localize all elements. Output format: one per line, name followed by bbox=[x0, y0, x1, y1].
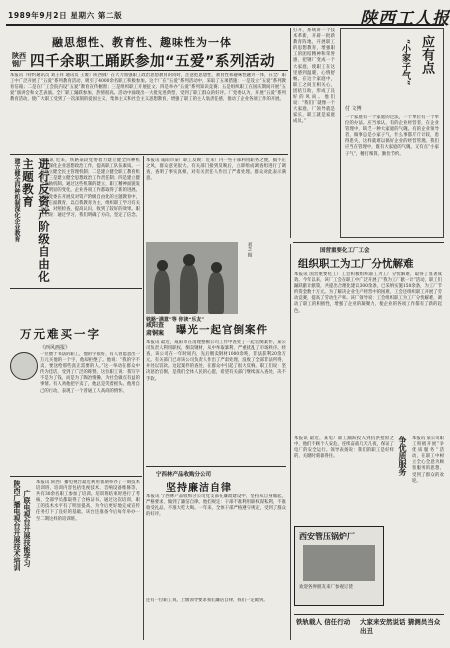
masthead-rule bbox=[6, 24, 444, 26]
vertical-head-1: 建立健全四种机制深化企业教育 bbox=[13, 158, 20, 242]
wanyuan-seal bbox=[10, 352, 38, 380]
bottom-right-rule bbox=[294, 614, 444, 615]
right-lower-body: 本报讯 最近，某电厂职工踊跃投入到抗洪抢险之中，他们不顾个人安危，连续奋战几天几夜，保证了电厂的安全运行。领导表扬说：我们的职工是好样的，关键时刻靠得住。 bbox=[294, 436, 394, 460]
center-headline: 曝光一起官倒案件 bbox=[176, 324, 268, 336]
ad-title: 西安管压锅炉厂 bbox=[299, 532, 355, 541]
top-story-tag-line1: 陕西 bbox=[12, 51, 26, 60]
col-rule-1 bbox=[290, 28, 291, 238]
right-section-headline: 组织职工为工厂分忧解难 bbox=[298, 258, 414, 270]
center-upper-body: 本报讯 咸阳市某厂职工反映：近来厂内一些干部利用职务之便，搞不正之风，群众意见很大。有关部门接到反映后，立即组成调查组进行了调查，查明了事实真相，对有关责任人作出了严肃处理。群众对此表示满意。 bbox=[146, 158, 286, 182]
center-bottom-rule bbox=[146, 466, 286, 467]
left-bottom-body: 本报讯 陕西广播电视台最近利用暑期举办了一期技术培训班，培训内容包括电视技术、音响设备维修等，共有30余名职工参加了培训。培训班结束时进行了考核，全部学员都取得了合格证书。通过这次培训，职工的技术水平有了明显提高，为今后更好地完成宣传任务打下了良好的基础。该台还准备今后每年举办一至二期这样的培训班。 bbox=[36, 480, 140, 522]
right-vertical-head: 争优质服务 bbox=[398, 436, 408, 476]
headline-rule bbox=[10, 70, 288, 71]
left-col-body: 本报讯 近来，铁路某段党委着力建立健全四种机制，深化企业思想政治工作，提高职工队伍素质。一是建立健全民主管理机制；二是建立健全职工教育机制；三是建立健全思想政治工作责任制；四是建立健全激励机制。通过这些机制的建立，职工精神面貌发生了明显的变化，企业各项工作都取得了新的进展。该段党委在开展反对资产阶级自由化的主题教育中，坚持正面教育，以自我教育为主，组织职工学习有关文件，对照检查，提高认识，收到了较好的效果。职工们说：通过学习，我们明确了方向，坚定了信念。 bbox=[40, 158, 140, 218]
col-rule-2 bbox=[143, 156, 144, 640]
vertical-head-4: 广联电视台开展技能学习 bbox=[23, 490, 32, 567]
bottom-right-left-text: 铁轨载人 信任行动 bbox=[296, 618, 351, 626]
bottom-right-right-text: 大家来安然说话 猜测员当众出丑 bbox=[360, 618, 441, 635]
column-title: 应有点 bbox=[419, 35, 434, 74]
center-side-label bbox=[146, 322, 164, 338]
center-bottom-headline: 坚持廉洁自律 bbox=[166, 483, 232, 494]
column-body: 一个家庭有一个家庭的过法，一个单位有一个单位的办法。应当承认，有的企业经营者，在企业管理中，缺乏一种大家庭的气魄。有的企业领导者，做事总是小家子气，什么事都斤斤计较，患得患失，这样就难以搞好企业的经营管理。我们应当在管理中，既有大家庭的气魄，又有点“小家子气”，精打细算，勤俭节约。 bbox=[345, 115, 439, 157]
advertisement-box bbox=[294, 526, 384, 606]
wanyuan-rule bbox=[10, 288, 142, 289]
left-rule-top bbox=[10, 154, 288, 155]
wanyuan-headline: 万元难买一字 bbox=[20, 327, 101, 341]
column-box bbox=[340, 28, 444, 238]
right-vertical-body: 本报讯 某公司职工积极开展“争优质服务”活动，在职工中树立全心全意为顾客服务的思想，受到了群众的欢迎。 bbox=[412, 436, 444, 484]
vertical-head-3: 陕西广播电视台开展技术培训 bbox=[13, 480, 22, 571]
column-subtitle: “小家子气” bbox=[400, 39, 410, 86]
col-rule-3 bbox=[290, 244, 291, 640]
center-bottom-sub-body: 还有一位职工说，上级领导要求我们廉洁自律，我们一定做到。 bbox=[146, 598, 268, 603]
right-section-rule bbox=[293, 242, 444, 243]
column-author: 付 文博 bbox=[345, 106, 362, 112]
photo-credit: 刘芝 摄 bbox=[247, 242, 252, 257]
right-section-kicker: 国营重要化工厂工会 bbox=[320, 248, 370, 254]
wanyuan-subline: 《西风画报》 bbox=[40, 345, 71, 351]
center-side-label-2: 肃铜案 bbox=[146, 330, 165, 337]
photo-caption: 铁路“满意”等 你读“乐友” bbox=[146, 317, 205, 323]
paper-name: 陕西工人报 bbox=[360, 9, 450, 29]
ad-image bbox=[303, 545, 375, 581]
left-bottom-rule bbox=[10, 476, 142, 477]
top-story-kicker: 融思想性、教育性、趣味性为一体 bbox=[52, 36, 232, 49]
right-section-body: 本报讯 国营重要化工厂工会积极组织职工为工厂分忧解难，取得了显著成效。今年以来，该厂工会在职工中广泛开展了“我为工厂献一计”活动，职工们踊跃献计献策，共提出合理化建议300余条，已采纳实施150余条，为工厂节约资金数十万元。为了解决企业生产经营中的困难，工会还组织职工开展了劳动竞赛，提高了劳动生产率。该厂领导说：工会组织职工为工厂分忧解难，调动了职工的积极性，增强了企业的凝聚力，使企业的各项工作都有了新的起色。 bbox=[294, 272, 442, 314]
top-story-tag-line2: 钢厂 bbox=[12, 59, 26, 68]
center-bottom-body: 本报讯 宁西林产品收购分公司党支部在廉政建设中，坚持从自身做起，严格要求，做到了廉洁自律。他们规定：干部不准利用职权谋私利，不准收受礼品，不准大吃大喝。一年来，全体干部严格遵守规定，受到了群众的好评。 bbox=[146, 494, 286, 518]
vertical-head-2: 进行反资产阶级自由化主题教育 bbox=[21, 158, 51, 283]
top-story-tag bbox=[12, 52, 26, 68]
center-bottom-kicker: 宁西林产品收购分公司 bbox=[156, 472, 212, 478]
date-line: 1989年9月2日 星期六 第二版 bbox=[8, 11, 123, 20]
top-story-body: 本报讯（特约通讯员 刘王祥 通讯员 王俊）陕西钢厂在大力加强职工政治思想教育的同时，注意把思想性、教育性和趣味性融为一体，在全厂职工中广泛开展了“五爱”系列教育活动，吸引了4000余名职工积极参加。这个厂在“五爱”系列活动中，采取了五项措施：一是设立“五爱”系列教育信箱；二是在厂工会院内设“五爱”教育宣传橱窗；三是组织职工开展征文；四是举办“五爱”系列知识竞赛；五是组织职工在国庆期间开展“五爱”演讲会和文艺表演。全厂职工踊跃参加，热情很高。活动中涌现出一大批先进典型，受到了职工群众的好评。厂党委认为，开展“五爱”系列教育活动，使广大职工受到了一次深刻的爱国主义、集体主义和社会主义思想教育，增强了职工的主人翁责任感，推动了企业各项工作的开展。 bbox=[10, 73, 286, 103]
wanyuan-body: 一位擅于书法的职工，他的字很好，有人曾愿意出一万元买他的一个字，他却拒绝了。他说：“我的字不卖，要送给那些真正需要的人。”这一举动在群众中传为佳话，受到了广泛的称赞。这位职工说：我写字不是为了钱，而是为了陶冶情操，为社会做点有益的事情。有人劝他把字卖了，他总是笑着摇头。他用自己的行动，表现了一个普通工人高尚的情怀。 bbox=[40, 352, 140, 394]
photo bbox=[146, 242, 238, 314]
right-top-body: 打开，系统讲一个技术革新，开辟一批新教育阵地，开展职工的思想教育，增强职工的团结精神和荣誉感，把钢厂变成一个大家庭，使职工在这里感到温暖，心情舒畅。在这个家庭中，职工之间互相关心，团结互助，形成了良好的风尚。他们说：“我们厂就像一个大家庭，厂领导就是家长，职工就是家庭成员。” bbox=[293, 28, 335, 125]
center-side-label-1: 咸阳查 bbox=[146, 322, 165, 329]
center-article-body: 本报讯 最近，咸阳市在清理整顿公司工作中查处了一起官倒案件。某公司负责人利用职权，倒卖钢材，从中牟取暴利，严重扰乱了市场秩序。经查，该公司在一年时间内，先后倒卖钢材1000余吨，非法获利20余万元。有关部门已对该公司负责人作出了严肃处理，没收了全部非法所得，并处以罚款。这起案件的查处，在群众中引起了很大反响。职工们说：坚决惩治官倒，是我们全体人民的心愿，希望有关部门继续深入查处，决不手软。 bbox=[146, 340, 286, 382]
top-story-headline: 四千余职工踊跃参加“五爱”系列活动 bbox=[30, 54, 276, 70]
ad-body: 欢迎各界朋友来厂参观订货 bbox=[299, 585, 353, 590]
